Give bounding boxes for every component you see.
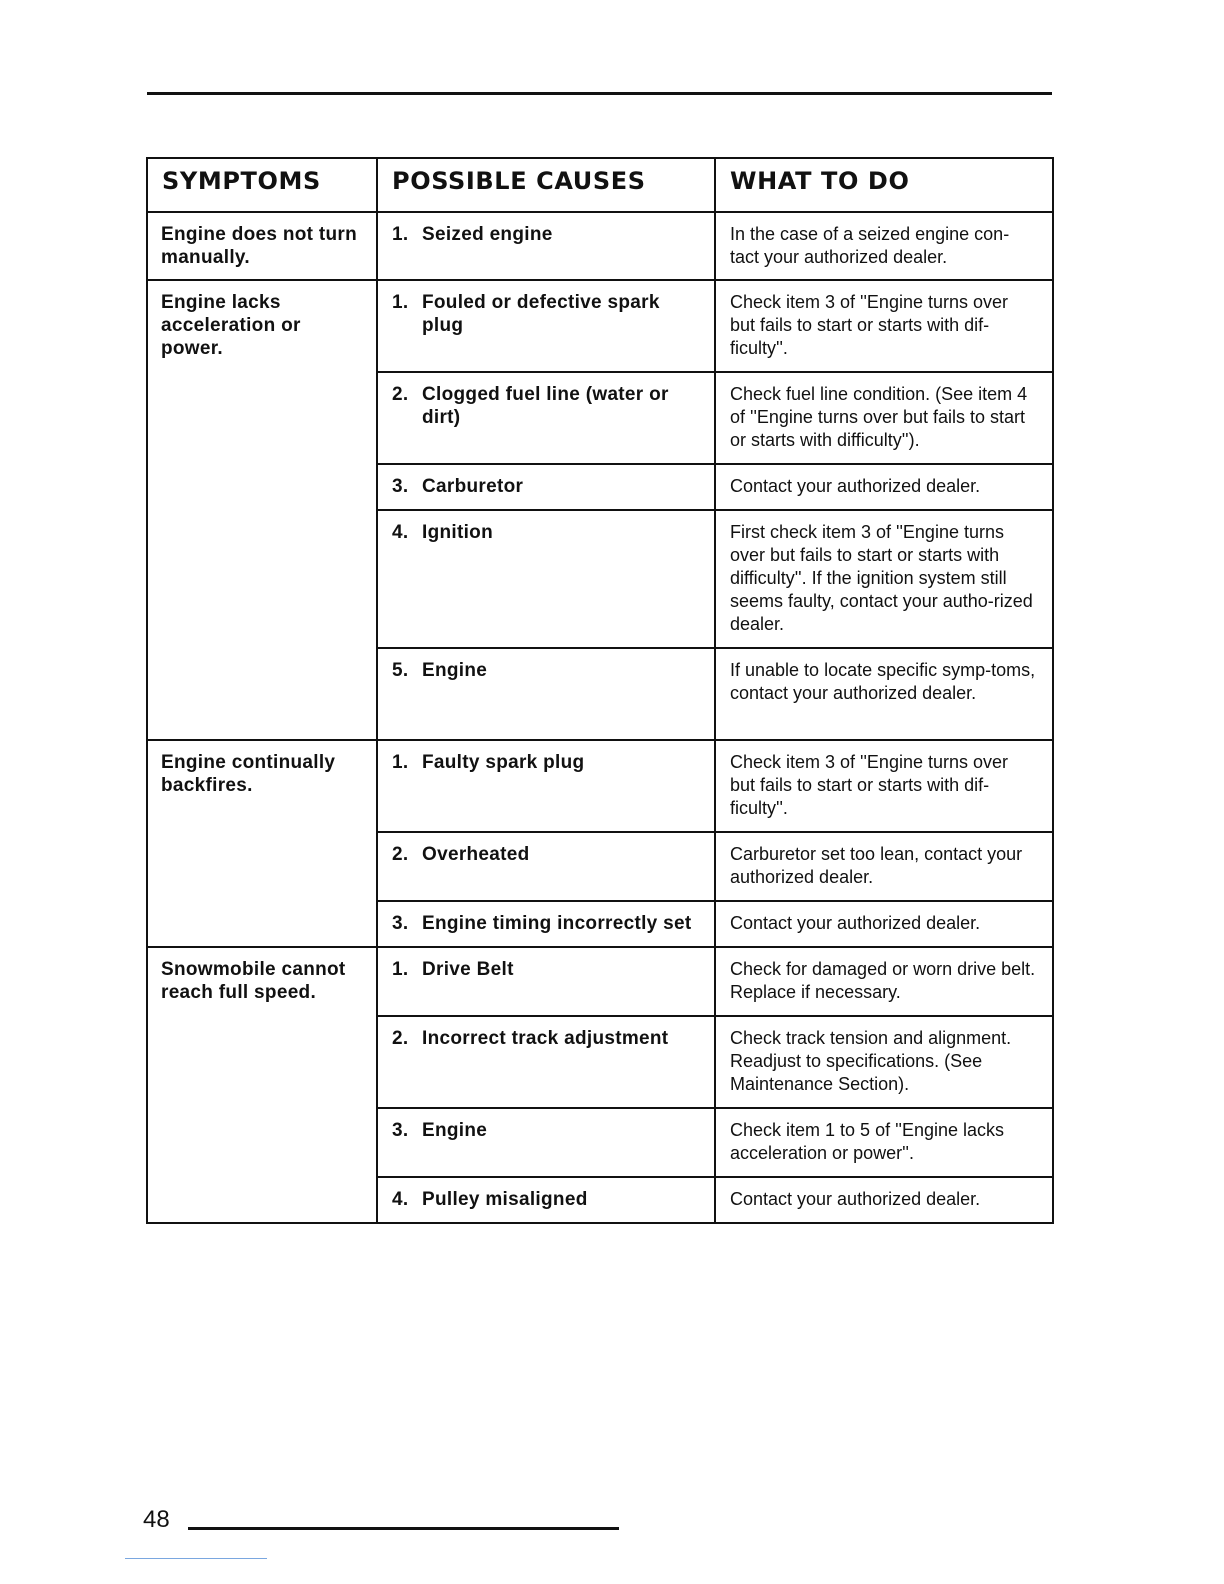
- cause-number: 3.: [392, 476, 409, 497]
- cause-text: Ignition: [422, 522, 493, 543]
- cause-text: Carburetor: [422, 476, 524, 497]
- cause-text: Engine timing incorrectly set: [422, 913, 692, 934]
- cause-cell: [377, 901, 715, 947]
- cause-number: 5.: [392, 660, 409, 681]
- cause-text: Seized engine: [422, 224, 553, 245]
- cause-text: Pulley misaligned: [422, 1189, 588, 1210]
- what-to-do-cell: Carburetor set too lean, contact your authorized dealer.: [715, 832, 1053, 901]
- cause-cell: [377, 648, 715, 740]
- what-to-do-cell: Check track tension and alignment. Readjust to specifications. (See Maintenance Section).: [715, 1016, 1053, 1108]
- cause-number: 1.: [392, 292, 409, 313]
- what-to-do-cell: Check item 3 of ''Engine turns over but fails to start or starts with dif-ficulty''.: [715, 280, 1053, 372]
- page-number: 48: [143, 1506, 170, 1533]
- cause-number: 4.: [392, 522, 409, 543]
- cause-number: 2.: [392, 1028, 409, 1049]
- cause-text: Overheated: [422, 844, 530, 865]
- table-header-row: [147, 158, 1053, 212]
- what-to-do-cell: First check item 3 of ''Engine turns over but fails to start or starts with difficulty''. If the ignition system still seems faulty, contact your autho-rized dealer.: [715, 510, 1053, 648]
- symptom-cell: Engine continually backfires.: [147, 740, 377, 947]
- what-to-do-cell: Check fuel line condition. (See item 4 of ''Engine turns over but fails to start or starts with difficulty'').: [715, 372, 1053, 464]
- top-rule: [147, 92, 1052, 95]
- what-to-do-cell: Check item 1 to 5 of ''Engine lacks acceleration or power''.: [715, 1108, 1053, 1177]
- symptom-cell: Snowmobile cannot reach full speed.: [147, 947, 377, 1223]
- cause-text: Faulty spark plug: [422, 752, 585, 773]
- cause-text: Drive Belt: [422, 959, 514, 980]
- cause-cell: [377, 1016, 715, 1108]
- what-to-do-cell: Contact your authorized dealer.: [715, 464, 1053, 510]
- what-to-do-cell: Check item 3 of ''Engine turns over but fails to start or starts with dif-ficulty''.: [715, 740, 1053, 832]
- cause-number: 1.: [392, 959, 409, 980]
- what-to-do-cell: In the case of a seized engine con-tact your authorized dealer.: [715, 212, 1053, 280]
- cause-cell: [377, 372, 715, 464]
- what-to-do-cell: Check for damaged or worn drive belt. Replace if necessary.: [715, 947, 1053, 1016]
- cause-cell: [377, 280, 715, 372]
- cause-number: 2.: [392, 844, 409, 865]
- cause-number: 1.: [392, 752, 409, 773]
- cause-text: Incorrect track adjustment: [422, 1028, 669, 1049]
- corner-line: [125, 1558, 267, 1559]
- cause-text: Engine: [422, 1120, 488, 1141]
- table-row: [147, 947, 1053, 1016]
- cause-number: 3.: [392, 913, 409, 934]
- cause-cell: [377, 947, 715, 1016]
- header-symptoms: SYMPTOMS: [147, 158, 377, 212]
- cause-cell: [377, 1177, 715, 1223]
- what-to-do-cell: Contact your authorized dealer.: [715, 1177, 1053, 1223]
- footer-rule: [188, 1527, 619, 1530]
- cause-number: 1.: [392, 224, 409, 245]
- cause-cell: [377, 510, 715, 648]
- troubleshooting-table: [146, 157, 1054, 1224]
- symptom-cell: Engine does not turn manually.: [147, 212, 377, 280]
- table-row: [147, 280, 1053, 372]
- what-to-do-cell: Contact your authorized dealer.: [715, 901, 1053, 947]
- what-to-do-cell: If unable to locate specific symp-toms, contact your authorized dealer.: [715, 648, 1053, 740]
- table-row: [147, 212, 1053, 280]
- table-row: [147, 740, 1053, 832]
- cause-number: 4.: [392, 1189, 409, 1210]
- header-what-to-do: WHAT TO DO: [715, 158, 1053, 212]
- cause-text: Clogged fuel line (water or dirt): [422, 384, 669, 428]
- cause-text: Fouled or defective spark plug: [422, 292, 660, 336]
- cause-text: Engine: [422, 660, 488, 681]
- cause-cell: [377, 740, 715, 832]
- cause-number: 3.: [392, 1120, 409, 1141]
- cause-cell: [377, 212, 715, 280]
- cause-number: 2.: [392, 384, 409, 405]
- cause-cell: [377, 464, 715, 510]
- cause-cell: [377, 1108, 715, 1177]
- header-possible-causes: POSSIBLE CAUSES: [377, 158, 715, 212]
- symptom-cell: Engine lacks acceleration or power.: [147, 280, 377, 740]
- cause-cell: [377, 832, 715, 901]
